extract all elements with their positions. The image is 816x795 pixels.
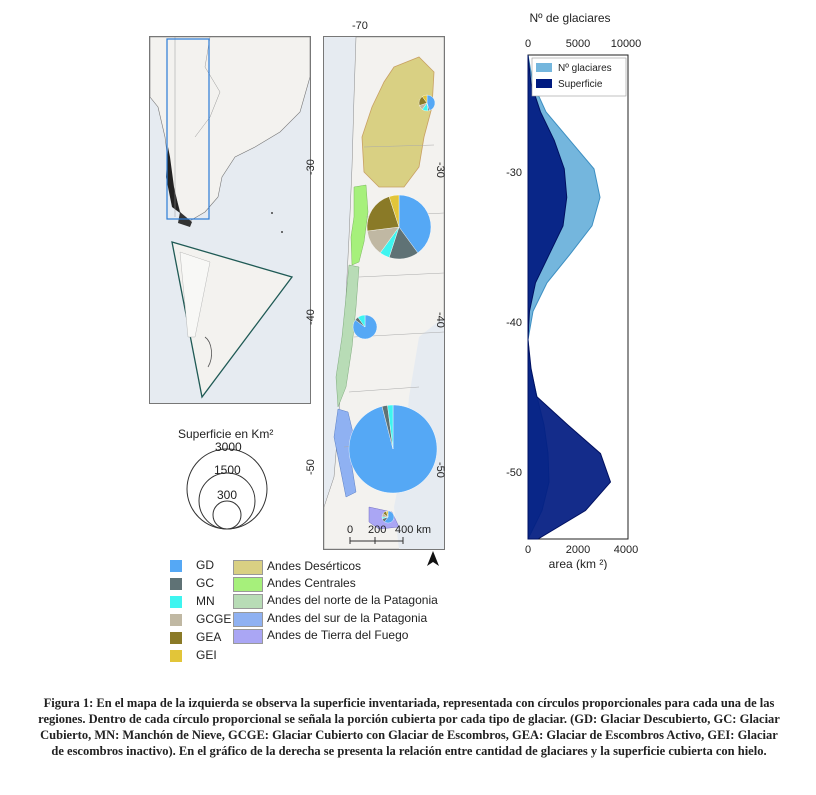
region-swatch-2	[233, 594, 263, 609]
lat-label-right-50: -50	[434, 462, 446, 478]
lat-label-right-30: -30	[434, 162, 446, 178]
legend-label-mn: MN	[196, 594, 215, 608]
chart-legend-swatch-count	[536, 63, 552, 72]
region-swatch-4	[233, 629, 263, 644]
region-label-2: Andes del norte de la Patagonia	[267, 593, 438, 607]
glacier-latitude-chart	[500, 10, 660, 570]
lat-label-left-30: -30	[305, 159, 317, 175]
region-label-1: Andes Centrales	[267, 576, 356, 590]
chart-y-tick-30: -30	[506, 167, 522, 179]
scale-label-200: 200	[368, 524, 387, 536]
size-legend-value-3000: 3000	[215, 440, 242, 454]
chart-bottom-tick-2000: 2000	[565, 544, 591, 556]
glacier-type-legend	[170, 558, 230, 668]
chart-top-tick-0: 0	[524, 38, 532, 50]
chart-top-tick-5000: 5000	[565, 38, 591, 50]
legend-swatch-gea	[170, 632, 182, 644]
chart-top-axis-title: Nº de glaciares	[529, 11, 611, 25]
chart-top-tick-10000: 10000	[610, 38, 642, 50]
chart-legend-swatch-area	[536, 79, 552, 88]
main-map-drawing	[324, 37, 444, 549]
legend-label-gea: GEA	[196, 630, 222, 644]
legend-label-gcge: GCGE	[196, 612, 232, 626]
legend-swatch-gcge	[170, 614, 182, 626]
legend-label-gd: GD	[196, 558, 214, 572]
lat-label-left-50: -50	[305, 459, 317, 475]
region-label-3: Andes del sur de la Patagonia	[267, 611, 428, 625]
size-legend-title: Superficie en Km²	[178, 427, 274, 441]
lon-label: -70	[352, 20, 368, 32]
scale-label-400: 400 km	[395, 524, 432, 536]
size-legend-value-300: 300	[217, 488, 238, 502]
chart-legend-label-count: Nº glaciares	[558, 63, 612, 74]
legend-label-gei: GEI	[196, 648, 217, 662]
region-swatch-1	[233, 577, 263, 592]
chart-legend-label-area: Superficie	[558, 79, 603, 90]
lat-label-left-40: -40	[305, 309, 317, 325]
legend-swatch-gd	[170, 560, 182, 572]
chart-bottom-tick-4000: 4000	[613, 544, 639, 556]
region-swatch-3	[233, 612, 263, 627]
legend-swatch-mn	[170, 596, 182, 608]
chart-bottom-axis-title: area (km ²)	[548, 557, 608, 570]
scale-label-0: 0	[347, 524, 354, 536]
chart-y-tick-50: -50	[506, 467, 522, 479]
inset-map-drawing	[150, 37, 310, 403]
region-label-4: Andes de Tierra del Fuego	[267, 628, 409, 642]
legend-swatch-gc	[170, 578, 182, 590]
region-label-0: Andes Desérticos	[267, 559, 362, 573]
region-legend	[233, 559, 453, 649]
region-swatch-0	[233, 560, 263, 575]
scale-bar	[348, 536, 408, 546]
chart-bottom-tick-0: 0	[524, 544, 532, 556]
size-legend-value-1500: 1500	[214, 463, 241, 477]
lat-label-right-40: -40	[434, 312, 446, 328]
legend-swatch-gei	[170, 650, 182, 662]
chart-y-tick-40: -40	[506, 317, 522, 329]
main-map	[323, 36, 445, 550]
legend-label-gc: GC	[196, 576, 214, 590]
figure-caption: Figura 1: En el mapa de la izquierda se observa la superficie inventariada, representada con círculos proporcionales para cada una de las regiones. Dentro de cada círculo proporcional se señala la porción cubierta por cada tipo de glaciar. (GD: Glaciar Descubierto, GC: Glaciar Cubierto, MN: Manchón de Nieve, GCGE: Glaciar Cubierto con Glaciar de Escombros, GEA: Glaciar de Escombros Activo, GEI: Glaciar de escombros inactivo). En el gráfico de la derecha se presenta la relación entre cantidad de glaciares y la superficie cubierta con hielo.	[38, 696, 780, 758]
inset-map	[149, 36, 311, 404]
